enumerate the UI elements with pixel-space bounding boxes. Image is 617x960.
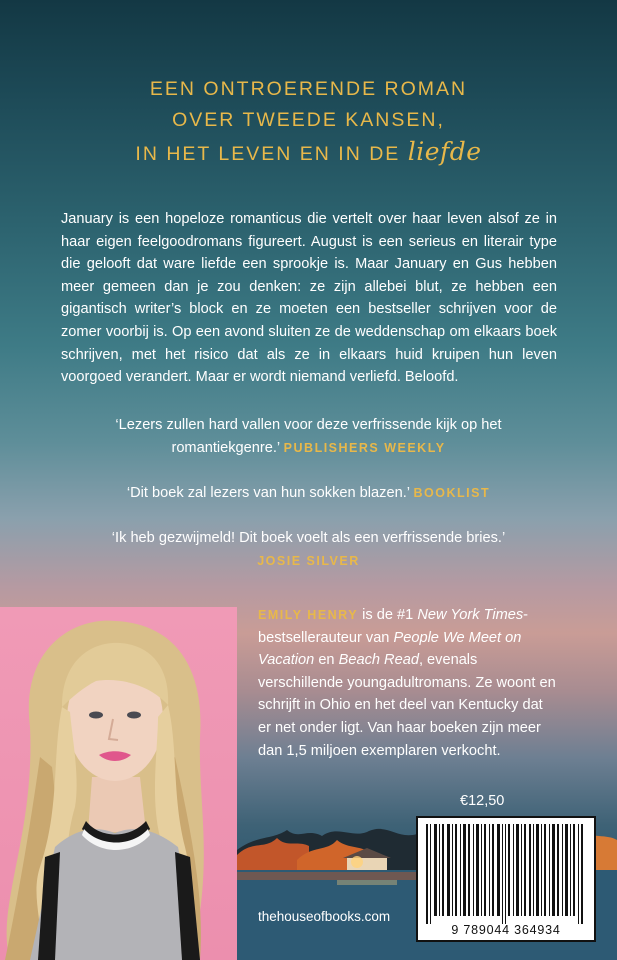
tagline-line-2: OVER TWEEDE KANSEN,: [172, 109, 445, 131]
price: €12,50: [460, 793, 505, 809]
author-bio: [258, 604, 558, 762]
quote-text: ‘Ik heb gezwijmeld! Dit boek voelt als een verfrissende bries.’: [111, 530, 506, 546]
quote-text: ‘Lezers zullen hard vallen voor deze verfrissende kijk op het romantiekgenre.’: [115, 417, 502, 456]
author-name: EMILY HENRY: [258, 608, 359, 622]
bio-text: , evenals verschillende youngadultromans. Ze woont en schrijft in Ohio en het deel van Kentucky dat er net onder ligt. Van haar boeken zijn meer dan 1,5 miljoen exemplaren verkocht.: [258, 652, 556, 759]
bio-text: en: [314, 652, 339, 669]
tagline-line-1: EEN ONTROERENDE ROMAN: [149, 78, 468, 100]
tagline-line-3: [0, 136, 617, 170]
review-quote: [60, 527, 557, 573]
publisher-website: thehouseofbooks.com: [258, 909, 391, 924]
review-quote: [60, 482, 557, 505]
author-photo: [0, 607, 237, 960]
quote-text: ‘Dit boek zal lezers van hun sokken blazen.’: [126, 485, 410, 501]
blurb: January is een hopeloze romanticus die vertelt over haar leven alsof ze in haar eigen feelgoodromans figureert. August is een serieus en literair type die gelooft dat ware liefde een sprookje is. Maar January en Gus hebben meer gemeen dan je zou denken: ze zijn allebei blut, ze hebben een gigantisch writer’s block en ze moeten een bestseller schrijven voor de zomer voorbij is. Op een avond sluiten ze de weddenschap om elkaars boek schrijven, met het risico dat als ze in elkaars huid kruipen hun leven voorgoed verandert. Maar er wordt niemand verliefd. Beloofd.: [61, 211, 557, 386]
barcode-bars: [418, 822, 594, 926]
isbn-number: 9 789044 364934: [451, 923, 561, 937]
quote-source: JOSIE SILVER: [257, 554, 360, 568]
review-quote: [60, 414, 557, 460]
bio-italic-title: People We Meet on Vacation: [258, 629, 522, 669]
bio-text: is de #1: [358, 607, 418, 623]
tagline-line-3-text: IN HET LEVEN EN IN DE: [135, 143, 401, 165]
tagline-script-word: liefde: [407, 137, 482, 166]
quote-source: PUBLISHERS WEEKLY: [283, 441, 446, 455]
author-portrait-illustration: [0, 607, 237, 960]
bio-italic-title: New York Times: [417, 607, 524, 623]
bio-italic-title: Beach Read: [338, 652, 419, 669]
tagline: [0, 74, 617, 170]
bio-text: -bestsellerauteur van: [258, 607, 529, 646]
quote-source: BOOKLIST: [413, 486, 491, 500]
barcode: [416, 816, 596, 942]
